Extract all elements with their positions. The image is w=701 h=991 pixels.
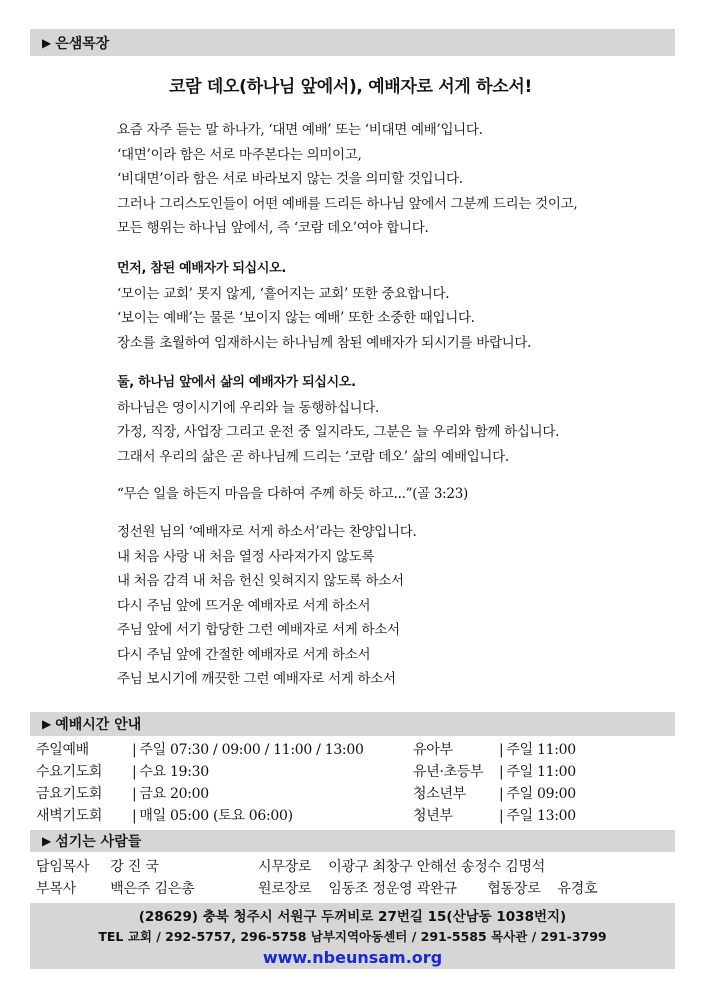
separator: | <box>132 764 137 780</box>
page-title: 코람 데오(하나님 앞에서), 예배자로 서게 하소서! <box>169 77 532 97</box>
text-line: 장소를 초월하여 임재하시는 하나님께 참된 예배자가 되시기를 바랍니다. <box>117 334 532 351</box>
sermon-heading-2: 둘, 하나님 앞에서 삶의 예배자가 되십시오. <box>117 375 356 390</box>
text-line: 요즘 자주 듣는 말 하나가, ‘대면 예배’ 또는 ‘비대면 예배’입니다. <box>117 122 483 138</box>
staff-role: 시무장로 <box>258 859 312 875</box>
schedule-row <box>36 805 364 827</box>
separator: | <box>132 808 137 824</box>
triangle-right-icon: ▶ <box>42 35 52 50</box>
section-header-label: 섬기는 사람들 <box>55 834 142 850</box>
separator: | <box>499 764 504 780</box>
sermon-heading-1: 먼저, 참된 예배자가 되십시오. <box>117 261 287 276</box>
separator: | <box>499 786 504 802</box>
schedule-row <box>413 805 576 827</box>
text-line: 그래서 우리의 삶은 곧 하나님께 드리는 ‘코람 데오’ 삶의 예배입니다. <box>117 448 509 465</box>
elders <box>258 856 597 900</box>
song-line: 주님 보시기에 깨끗한 그런 예배자로 서게 하소서 <box>117 671 396 687</box>
text-line: 그러나 그리스도인들이 어떤 예배를 드리든 하나님 앞에서 그분께 드리는 것이고, <box>117 195 578 212</box>
staff-names: 백은주 김은총 <box>110 881 195 897</box>
schedule-row <box>413 783 576 805</box>
triangle-right-icon: ▶ <box>42 717 52 731</box>
worship-schedule-adult <box>36 739 364 827</box>
song-line: 내 처음 감격 내 처음 헌신 잊혀지지 않도록 하소서 <box>117 573 404 589</box>
song-lyrics <box>117 520 677 692</box>
separator: | <box>499 808 504 824</box>
song-line: 내 처음 사랑 내 처음 열정 사라져가지 않도록 <box>117 548 375 565</box>
section-header-label: 예배시간 안내 <box>55 717 142 733</box>
staff-names: 이광구 최창구 안해선 송정수 김명석 <box>328 859 546 875</box>
separator: | <box>499 742 504 758</box>
schedule-time: 주일 09:00 <box>506 786 576 802</box>
text-line: ‘비대면’이라 함은 서로 바라보지 않는 것을 의미할 것입니다. <box>117 171 463 187</box>
pastors <box>36 856 194 900</box>
schedule-row <box>36 783 364 805</box>
bible-quote <box>117 482 677 507</box>
text-line: 가정, 직장, 사업장 그리고 운전 중 일지라도, 그분은 늘 우리와 함께 하십니다. <box>117 424 560 440</box>
schedule-time: 금요 20:00 <box>139 786 209 802</box>
staff-names: 임동조 정운영 곽완규 <box>328 881 457 897</box>
address: (28629) 충북 청주시 서원구 두꺼비로 27번길 15(산남동 1038번지) <box>138 909 567 925</box>
schedule-time: 주일 11:00 <box>506 742 576 758</box>
separator: | <box>132 786 137 802</box>
quote-text: “무슨 일을 하든지 마음을 다하여 주께 하듯 하고...”(골 3:23) <box>117 486 468 502</box>
staff-row <box>36 856 194 878</box>
schedule-label: 청년부 <box>413 808 453 824</box>
schedule-label: 유아부 <box>413 742 453 758</box>
section-header-worship-times <box>30 712 675 736</box>
schedule-row <box>413 739 576 761</box>
staff-row <box>36 878 194 900</box>
schedule-time: 매일 05:00 (토요 06:00) <box>139 808 293 824</box>
worship-schedule-youth <box>413 739 576 827</box>
staff-role: 협동장로 <box>487 881 541 897</box>
song-intro: 정선원 님의 ‘예배자로 서게 하소서’라는 찬양입니다. <box>117 524 417 540</box>
separator: | <box>132 742 137 758</box>
staff-role: 부목사 <box>36 881 76 897</box>
text-line: ‘보이는 예배’는 물론 ‘보이지 않는 예배’ 또한 소중한 때입니다. <box>117 310 475 326</box>
schedule-time: 주일 13:00 <box>506 808 576 824</box>
schedule-row <box>413 761 576 783</box>
staff-row <box>258 856 597 878</box>
schedule-label: 금요기도회 <box>36 786 103 802</box>
schedule-row <box>36 761 364 783</box>
sermon-paragraph-3 <box>117 371 677 469</box>
section-header-eunsam <box>30 29 675 56</box>
song-line: 다시 주님 앞에 뜨거운 예배자로 서게 하소서 <box>117 597 371 614</box>
staff-names: 강 진 국 <box>110 859 159 875</box>
staff-names: 유경호 <box>557 881 598 897</box>
staff-role: 원로장로 <box>258 881 312 897</box>
schedule-time: 주일 07:30 / 09:00 / 11:00 / 13:00 <box>139 742 364 758</box>
song-line: 주님 앞에 서기 합당한 그런 예배자로 서게 하소서 <box>117 622 400 638</box>
footer <box>30 903 675 969</box>
text-line: 하나님은 영이시기에 우리와 늘 동행하십니다. <box>117 399 380 416</box>
phone-numbers: TEL 교회 / 292-5757, 296-5758 남부지역아동센터 / 291-5585 목사관 / 291-3799 <box>98 929 607 944</box>
schedule-label: 청소년부 <box>413 786 466 802</box>
schedule-row <box>36 739 364 761</box>
section-header-staff <box>30 830 675 852</box>
text-line: 모든 행위는 하나님 앞에서, 즉 ‘코람 데오’여야 합니다. <box>117 220 429 236</box>
song-line: 다시 주님 앞에 간절한 예배자로 서게 하소서 <box>117 646 371 663</box>
triangle-right-icon: ▶ <box>42 834 52 848</box>
sermon-paragraph-1 <box>117 118 677 241</box>
website-link[interactable]: www.nbeunsam.org <box>262 948 443 967</box>
text-line: ‘대면’이라 함은 서로 마주본다는 의미이고, <box>117 146 362 163</box>
schedule-label: 수요기도회 <box>36 764 103 780</box>
section-header-label: 은샘목장 <box>55 35 110 52</box>
text-line: ‘모이는 교회’ 못지 않게, ‘흩어지는 교회’ 또한 중요합니다. <box>117 285 450 302</box>
schedule-time: 주일 11:00 <box>506 764 576 780</box>
schedule-label: 주일예배 <box>36 742 89 758</box>
schedule-label: 유년·초등부 <box>413 764 484 780</box>
schedule-label: 새벽기도회 <box>36 808 103 824</box>
schedule-time: 수요 19:30 <box>139 764 209 780</box>
sermon-paragraph-2 <box>117 257 677 355</box>
staff-row <box>258 878 597 900</box>
staff-role: 담임목사 <box>36 859 90 875</box>
